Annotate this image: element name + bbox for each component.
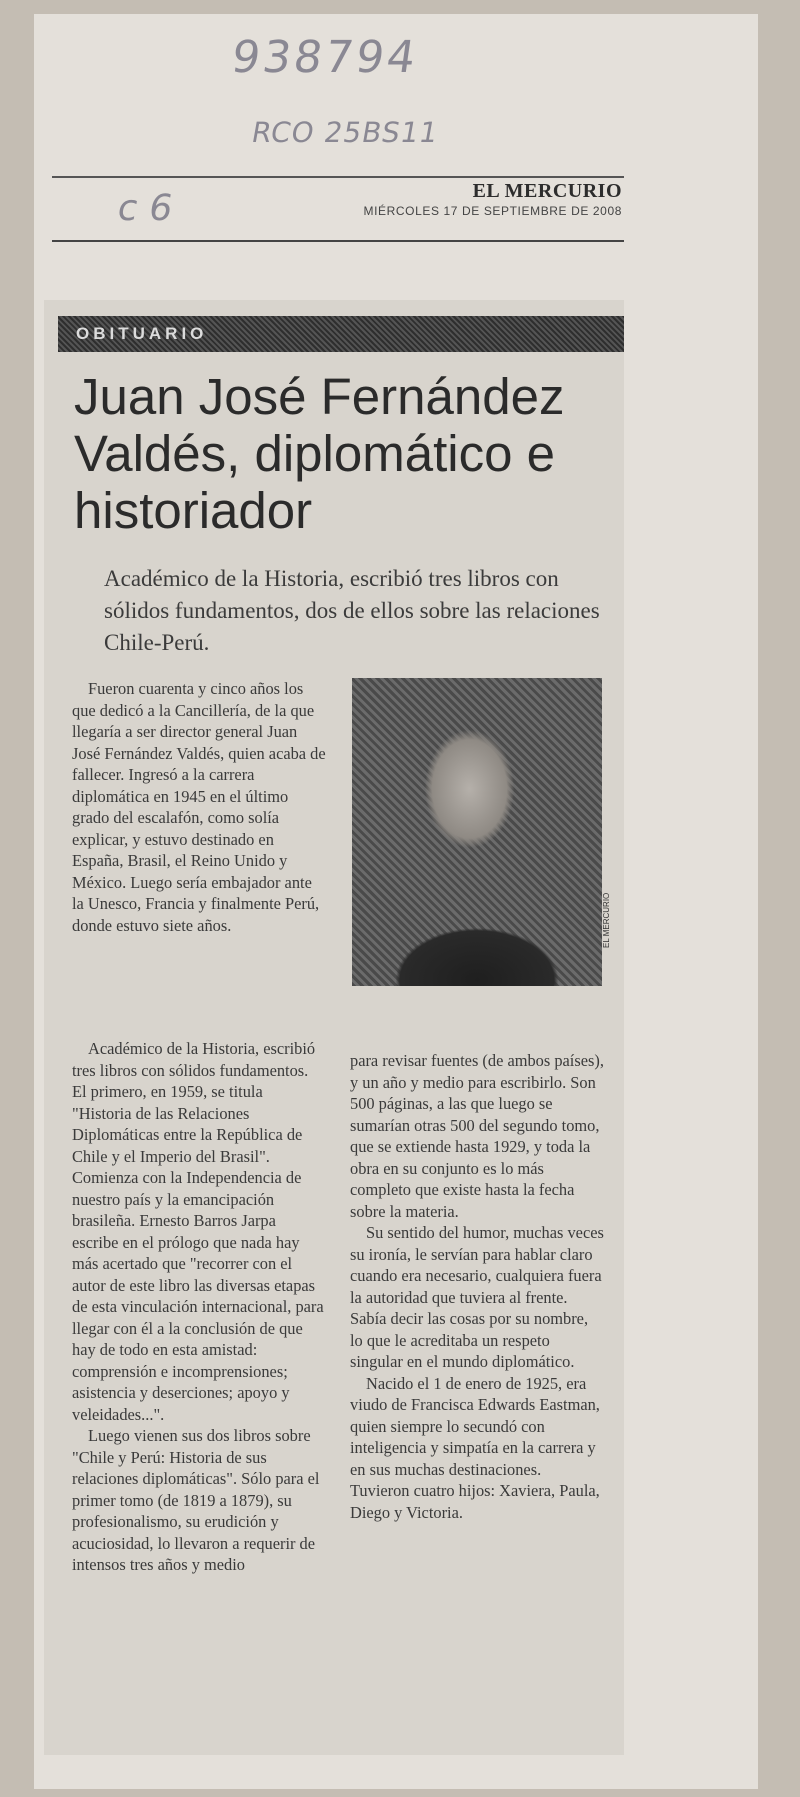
- article-column-1-top: [72, 678, 326, 936]
- masthead-bottom-rule: [52, 240, 624, 242]
- paragraph: para revisar fuentes (de ambos países), y un año y medio para escribirlo. Son 500 páginas, a las que luego se sumarían otras 500 del segundo tomo, que se extiende hasta 1929, y toda la obra en su conjunto es lo más completo que existe hasta la fecha sobre la materia.: [350, 1051, 604, 1221]
- section-label: OBITUARIO: [76, 324, 208, 343]
- article-column-2: [350, 1050, 604, 1523]
- article-column-1-bottom: [72, 1038, 326, 1576]
- article-deck: Académico de la Historia, escribió tres libros con sólidos fundamentos, dos de ellos sobre las relaciones Chile-Perú.: [104, 566, 600, 655]
- paragraph: Académico de la Historia, escribió tres libros con sólidos fundamentos. El primero, en 1959, se titula "Historia de las Relaciones Diplomáticas entre la República de Chile y el Imperio del Brasil". Comienza con la Independencia de nuestro país y la emancipación brasileña. Ernesto Barros Jarpa escribe en el prólogo que nada hay más acertado que "recorrer con el autor de este libro las diversas etapas de esta vinculación internacional, para llegar con él a la conclusión de que hay de todo en esta amistad: comprensión e incomprensiones; asistencia y deserciones; apoyo y veleidades...".: [72, 1039, 324, 1424]
- section-banner: [58, 316, 624, 352]
- handwritten-page-note: c 6: [114, 188, 176, 229]
- portrait-photo: [352, 678, 602, 986]
- publication-date: MIÉRCOLES 17 DE SEPTIEMBRE DE 2008: [363, 204, 622, 218]
- paragraph: Nacido el 1 de enero de 1925, era viudo de Francisca Edwards Eastman, quien siempre lo secundó con inteligencia y simpatía en la carrera y en sus muchas destinaciones. Tuvieron cuatro hijos: Xaviera, Paula, Diego y Victoria.: [350, 1373, 600, 1522]
- handwritten-catalog-number: 938794: [228, 32, 422, 83]
- newspaper-name: EL MERCURIO: [472, 180, 622, 202]
- masthead-top-rule: [52, 176, 624, 178]
- article-headline: Juan José Fernández Valdés, diplomático e historiador: [74, 368, 565, 539]
- paragraph: Luego vienen sus dos libros sobre "Chile y Perú: Historia de sus relaciones diplomáticas". Sólo para el primer tomo (de 1819 a 1879), su profesionalismo, su erudición y acuciosidad, lo llevaron a requerir de intensos tres años y medio: [72, 1426, 320, 1574]
- paragraph: Su sentido del humor, muchas veces su ironía, le servían para hablar claro cuando era necesario, cualquiera fuera la autoridad que tuviera al frente. Sabía decir las cosas por su nombre, lo que le acreditaba un respeto singular en el mundo diplomático.: [350, 1223, 604, 1371]
- paragraph: Fueron cuarenta y cinco años los que dedicó a la Cancillería, de la que llegaría a ser director general Juan José Fernández Valdés, quien acaba de fallecer. Ingresó a la carrera diplomática en 1945 en el último grado del escalafón, como solía explicar, y estuvo destinado en España, Brasil, el Reino Unido y México. Luego sería embajador ante la Unesco, Francia y finalmente Perú, donde estuvo siete años.: [72, 679, 326, 935]
- handwritten-reference-code: RCO 25BS11: [249, 116, 442, 149]
- photo-credit: EL MERCURIO: [602, 892, 611, 948]
